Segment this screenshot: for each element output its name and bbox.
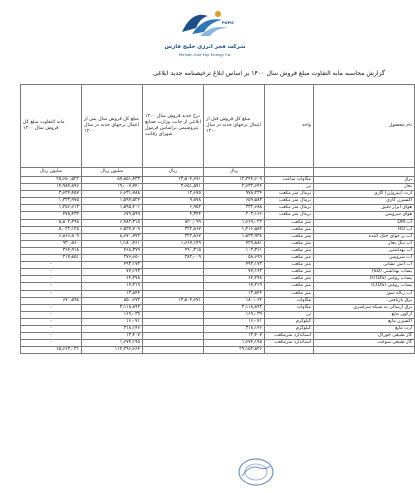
- table-row: [21, 177, 415, 184]
- table-row: [21, 333, 415, 340]
- cell-unit: نرمال متر مکعب: [265, 212, 314, 219]
- cell-col1: ۶۵۹٫۵۸۳: [204, 198, 265, 205]
- cell-col3: ۴۹۳٫۱۷۳: [82, 262, 143, 269]
- cell-col3: ۱۷٫۲۱۹: [82, 283, 143, 290]
- cell-product: آب بهداشتی: [314, 247, 415, 254]
- cell-product: پساب بهداشتی (SD): [314, 269, 415, 276]
- cell-col3: ۱۳٫۴۰۷: [82, 333, 143, 340]
- header-product: نام محصول: [314, 85, 415, 168]
- cell-col1: ۳٫۱۱۸٫۸۹۳: [204, 304, 265, 311]
- cell-col4: -: [21, 269, 82, 276]
- cell-col3: ۱٫۵۹۷٫۵۲۴: [82, 198, 143, 205]
- cell-unit: تن: [265, 311, 314, 318]
- cell-col4: -: [21, 262, 82, 269]
- cell-col2: ۳٫۶۵۱٫۵۷۱: [143, 184, 204, 191]
- cell-unit: متر مکعب: [265, 240, 314, 247]
- cell-product: آب دیگ بخار: [314, 240, 415, 247]
- cell-unit: نرمال متر مکعب: [265, 198, 314, 205]
- cell-col2: ۴٫۳۴۴: [143, 212, 204, 219]
- cell-product: هوای ابزار دقیق: [314, 205, 415, 212]
- cell-unit: متر مکعب: [265, 262, 314, 269]
- cell-unit: متر مکعب: [265, 276, 314, 283]
- cell-col2: [143, 318, 204, 325]
- table-row: [21, 226, 415, 233]
- cell-col4: -: [21, 276, 82, 283]
- cell-product: اکسیژن مایع: [314, 318, 415, 325]
- cell-product: پساب روغنی (LTDS): [314, 283, 415, 290]
- table-row: [21, 212, 415, 219]
- table-row: [21, 283, 415, 290]
- cell-col4: ۱٫۲۵۶٫۶۱۳: [21, 205, 82, 212]
- cell-col3: ۷۷٫۱۹۳: [82, 269, 143, 276]
- table-row: [21, 276, 415, 283]
- cell-unit: متر مکعب: [265, 219, 314, 226]
- cell-col2: ۳۲۲٫۸۶۷: [143, 233, 204, 240]
- cell-col2: ۶٫۹۵۲: [143, 205, 204, 212]
- table-row: [21, 255, 415, 262]
- cell-unit: نرمال متر مکعب: [265, 205, 314, 212]
- cell-col4: ۶۵٫۶۶۳٫۰۳۱: [21, 347, 82, 354]
- table-row: [21, 184, 415, 191]
- table-row: [21, 318, 415, 325]
- cell-col3: ۱۱۴٫۲۹۶٫۶۶۴: [82, 347, 143, 354]
- company-name-fa: شرکت فجر انرژی خلیج فارس: [164, 44, 246, 50]
- cell-product: اکسیژن گازی: [314, 198, 415, 205]
- header-col4: مابه التفاوت مبلغ کل فروش سال ۱۴۰۰: [21, 85, 82, 168]
- cell-col1: ۱٫۸۳۳٫۹۳۸: [204, 233, 265, 240]
- cell-col1: ۱٫۶۷۴٫۱۹۵: [204, 340, 265, 347]
- cell-unit: کیلوگرم: [265, 325, 314, 332]
- cell-col1: ۹۷۸٫۲۲۴: [204, 191, 265, 198]
- cell-col1: ۱٫۲۱۶٫۵۸۴: [204, 226, 265, 233]
- cell-col4: -: [21, 333, 82, 340]
- cell-col1: ۱۶۹٫۰۳۹: [204, 311, 265, 318]
- cell-product: آب بر جهای خنک کننده: [314, 233, 415, 240]
- units-product: [314, 168, 415, 177]
- table-row: [21, 205, 415, 212]
- cell-product: ازت مایع: [314, 325, 415, 332]
- cell-product: برق ارسالی به شبکه سراسری: [314, 304, 415, 311]
- cell-unit: مگاوات ساعت: [265, 177, 314, 184]
- table-header-row: [21, 85, 415, 168]
- cell-col1: ۶۴٫۲۷۸: [204, 276, 265, 283]
- cell-unit: استاندارد مترمکعب: [265, 333, 314, 340]
- cell-unit: متر مکعب: [265, 283, 314, 290]
- cell-col1: ۱۰۳٫۳۶۱: [204, 247, 265, 254]
- cell-col1: ۲۰۳٫۱۶۶: [204, 212, 265, 219]
- cell-col2: ۱۲٫۶۷۵: [143, 191, 204, 198]
- table-row: [21, 191, 415, 198]
- cell-col4: ۵٫۰۲۲٫۱۲۵: [21, 226, 82, 233]
- cell-unit: متر مکعب: [265, 233, 314, 240]
- cell-product: برق بازیافتی: [314, 297, 415, 304]
- table-row: [21, 233, 415, 240]
- cell-unit: متر مکعب: [265, 226, 314, 233]
- sales-difference-table: [20, 84, 415, 354]
- cell-col2: [143, 340, 204, 347]
- cell-col2: ۳۸۲٫۰۰۹: [143, 255, 204, 262]
- cell-col3: ۶٫۹۸۲٫۳۱۵: [82, 219, 143, 226]
- table-row: [21, 262, 415, 269]
- cell-col1: ۵۸٫۶۹۹: [204, 255, 265, 262]
- cell-col4: ۲۱۷٫۸۵۱: [21, 255, 82, 262]
- cell-unit: مگاوات: [265, 297, 314, 304]
- cell-col3: ۶۴٫۲۷۸: [82, 276, 143, 283]
- header-col2: نرخ جدید فروش سال ۱۴۰۰ ابلاغی از جانب وزارت صنایع پتروشیمی براساس فرمول شورای رقابت: [143, 85, 204, 168]
- logo-mark-text: PGPIC: [222, 21, 235, 25]
- cell-unit: نرمال متر مکعب: [265, 191, 314, 198]
- table-row: [21, 198, 415, 205]
- table-row: [21, 304, 415, 311]
- cell-col3: ۲۷۶٫۶۵۰: [82, 255, 143, 262]
- cell-col4: ۶۷۰٫۵۹۸: [21, 297, 82, 304]
- cell-col3: ۱۶٫۰۷۱: [82, 318, 143, 325]
- cell-unit: مگاوات: [265, 304, 314, 311]
- cell-col2: [143, 347, 204, 354]
- cell-col3: ۱۶۹٫۰۳۹: [82, 311, 143, 318]
- cell-col1: ۷۷٫۱۹۳: [204, 269, 265, 276]
- cell-product: پساب روغنی (HTDS): [314, 276, 415, 283]
- cell-col3: ۳٫۱۱۸٫۸۹۳: [82, 304, 143, 311]
- cell-col3: ۴۶۸٫۳۷۹: [82, 247, 143, 254]
- cell-product: بخار: [314, 184, 415, 191]
- cell-col4: ۳۶۴٫۹۱۸: [21, 247, 82, 254]
- table-row: [21, 311, 415, 318]
- cell-col1: ۳۳۲٫۶۸۸: [204, 205, 265, 212]
- cell-col3: ۱۹٫۰۰۷٫۷۴۰: [82, 184, 143, 191]
- cell-unit: متر مکعب: [265, 255, 314, 262]
- cell-col2: [143, 311, 204, 318]
- table-row: [21, 290, 415, 297]
- header-unit: واحد: [265, 85, 314, 168]
- cell-product: آب آتش نشانی: [314, 262, 415, 269]
- cell-col3: ۳۱۸٫۱۴۶: [82, 325, 143, 332]
- table-row: [21, 340, 415, 347]
- cell-product: گاز طبیعی خوراک: [314, 333, 415, 340]
- cell-col3: ۵۷٫۸۵۱٫۴۳۳: [82, 177, 143, 184]
- cell-col3: ۶٫۵۳۷٫۷۰۹: [82, 226, 143, 233]
- table-row: [21, 219, 415, 226]
- cell-col2: ۱۳٫۵۰۴٫۶۷۱: [143, 297, 204, 304]
- cell-col1: ۲٫۶۳۲٫۶۴۴: [204, 184, 265, 191]
- cell-unit: کیلوگرم: [265, 318, 314, 325]
- company-logo: [150, 4, 260, 62]
- cell-col2: ۹٫۸۷۸: [143, 198, 204, 205]
- report-title: گزارش محاسبه مابه التفاوت مبلغ فروش سال ۱۴۰۰ بر اساس ابلاغ ترخیصنامه جدید ابلاغی: [152, 70, 385, 77]
- table-row: [21, 240, 415, 247]
- cell-unit: استاندارد مترمکعب: [265, 340, 314, 347]
- cell-product: هوای سرویس: [314, 212, 415, 219]
- cell-col1: ۱۳٫۸۴۴: [204, 290, 265, 297]
- cell-product: آب سرویس: [314, 255, 415, 262]
- units-unit: [265, 168, 314, 177]
- cell-col3: ۱۳٫۸۴۴: [82, 290, 143, 297]
- table-body: [21, 177, 415, 354]
- cell-col1: ۱۶٫۰۷۱: [204, 318, 265, 325]
- cell-col2: ۳۲۲٫۸۶۷: [143, 226, 204, 233]
- cell-col4: ۱۴٫۹۸۴٫۸۹۶: [21, 184, 82, 191]
- cell-col1: ۱۲٫۲۴۴٫۶۰۹: [204, 177, 265, 184]
- cell-col4: ۱٫۳۳۳٫۹۷۵: [21, 198, 82, 205]
- cell-col1: ۱۸۰٫۰۶۴: [204, 297, 265, 304]
- cell-col4: ۹۳۰٫۵۶۰: [21, 240, 82, 247]
- cell-col4: ۵٫۵۰۲٫۲۹۸: [21, 219, 82, 226]
- cell-unit: متر مکعب: [265, 247, 314, 254]
- cell-col2: [143, 276, 204, 283]
- cell-col3: ۶۷۹٫۵۹۹: [82, 212, 143, 219]
- cell-col4: ۲۵٫۶۵۰٫۵۲۲: [21, 177, 82, 184]
- cell-product: آرگون مایع: [314, 311, 415, 318]
- cell-col3: ۶٫۶۳۱٫۷۸۸: [82, 191, 143, 198]
- cell-col3: ۸٫۶۷۰٫۷۷۲: [82, 233, 143, 240]
- cell-col2: ۸۲۰٫۰۹۹: [143, 219, 204, 226]
- cell-col2: [143, 290, 204, 297]
- cell-product: آب زباله سوز: [314, 290, 415, 297]
- table-row: [21, 247, 415, 254]
- cell-col4: -: [21, 311, 82, 318]
- cell-col2: [143, 325, 204, 332]
- cell-col4: -: [21, 283, 82, 290]
- cell-col4: ۴۷۵٫۴۳۴: [21, 212, 82, 219]
- cell-unit: [265, 347, 314, 354]
- cell-col2: [143, 333, 204, 340]
- cell-col4: -: [21, 318, 82, 325]
- cell-col2: [143, 283, 204, 290]
- cell-col3: ۱٫۶۷۴٫۱۹۵: [82, 340, 143, 347]
- table-row: [21, 297, 415, 304]
- cell-col4: -: [21, 325, 82, 332]
- cell-col1: ۱۷٫۲۱۹: [204, 283, 265, 290]
- cell-col4: -: [21, 340, 82, 347]
- table-units-row: [21, 168, 415, 177]
- cell-unit: متر مکعب: [265, 290, 314, 297]
- cell-col2: ۴۹۰٫۳۱۵: [143, 247, 204, 254]
- cell-product: [314, 347, 415, 354]
- cell-col2: [143, 262, 204, 269]
- cell-col2: [143, 304, 204, 311]
- cell-col1: ۴۲۹٫۸۸۱: [204, 240, 265, 247]
- cell-col3: ۱٫۱۸۰٫۴۶۱: [82, 240, 143, 247]
- cell-unit: متر مکعب: [265, 269, 314, 276]
- cell-unit: تن: [265, 184, 314, 191]
- cell-col1: ۳۱۸٫۱۴۶: [204, 325, 265, 332]
- cell-col2: ۱٫۶۶۷٫۱۴۹: [143, 240, 204, 247]
- cell-col1: ۴۹۳٫۱۷۳: [204, 262, 265, 269]
- cell-col4: ۳٫۶۲۴٫۴۵۷: [21, 191, 82, 198]
- units-col4: میلیون ریال: [21, 168, 82, 177]
- header-col3: مبلغ کل فروش سال پس از اعمال نرخهای جدید در سال ۱۴۰۰: [82, 85, 143, 168]
- cell-product: ازت (نیتروژن) گازی: [314, 191, 415, 198]
- cell-col1: ۱٫۶۶۹٫۰۲۲: [204, 219, 265, 226]
- cell-col2: ۱۳٫۵۰۴٫۶۷۱: [143, 177, 204, 184]
- units-col1: ریال: [204, 168, 265, 177]
- cell-product: گاز طبیعی سوخت: [314, 340, 415, 347]
- table-row: [21, 347, 415, 354]
- units-col3: میلیون ریال: [82, 168, 143, 177]
- company-name-en: Persian Gulf Fajr Energy Co.: [178, 52, 232, 57]
- units-col2: ریال: [143, 168, 204, 177]
- cell-product: آب RO: [314, 226, 415, 233]
- header-col1: مبلغ کل فروش قبل از اعمال نرخهای جدید در سال ۱۴۰۰: [204, 85, 265, 168]
- cell-col4: -: [21, 304, 82, 311]
- table-row: [21, 325, 415, 332]
- cell-col4: ۶٫۸۶۶٫۸۰۹: [21, 233, 82, 240]
- cell-product: برق: [314, 177, 415, 184]
- cell-product: آب DM: [314, 219, 415, 226]
- table-row: [21, 269, 415, 276]
- cell-col2: [143, 269, 204, 276]
- company-stamp-icon: [236, 456, 276, 488]
- cell-col3: ۱٫۵۹۵٫۴۰۱: [82, 205, 143, 212]
- cell-col1: ۲۹٫۱۵۲٫۸۲۶: [204, 347, 265, 354]
- cell-col1: ۱۳٫۴۰۷: [204, 333, 265, 340]
- cell-col4: -: [21, 290, 82, 297]
- cell-col3: ۸۵۰٫۶۷۲: [82, 297, 143, 304]
